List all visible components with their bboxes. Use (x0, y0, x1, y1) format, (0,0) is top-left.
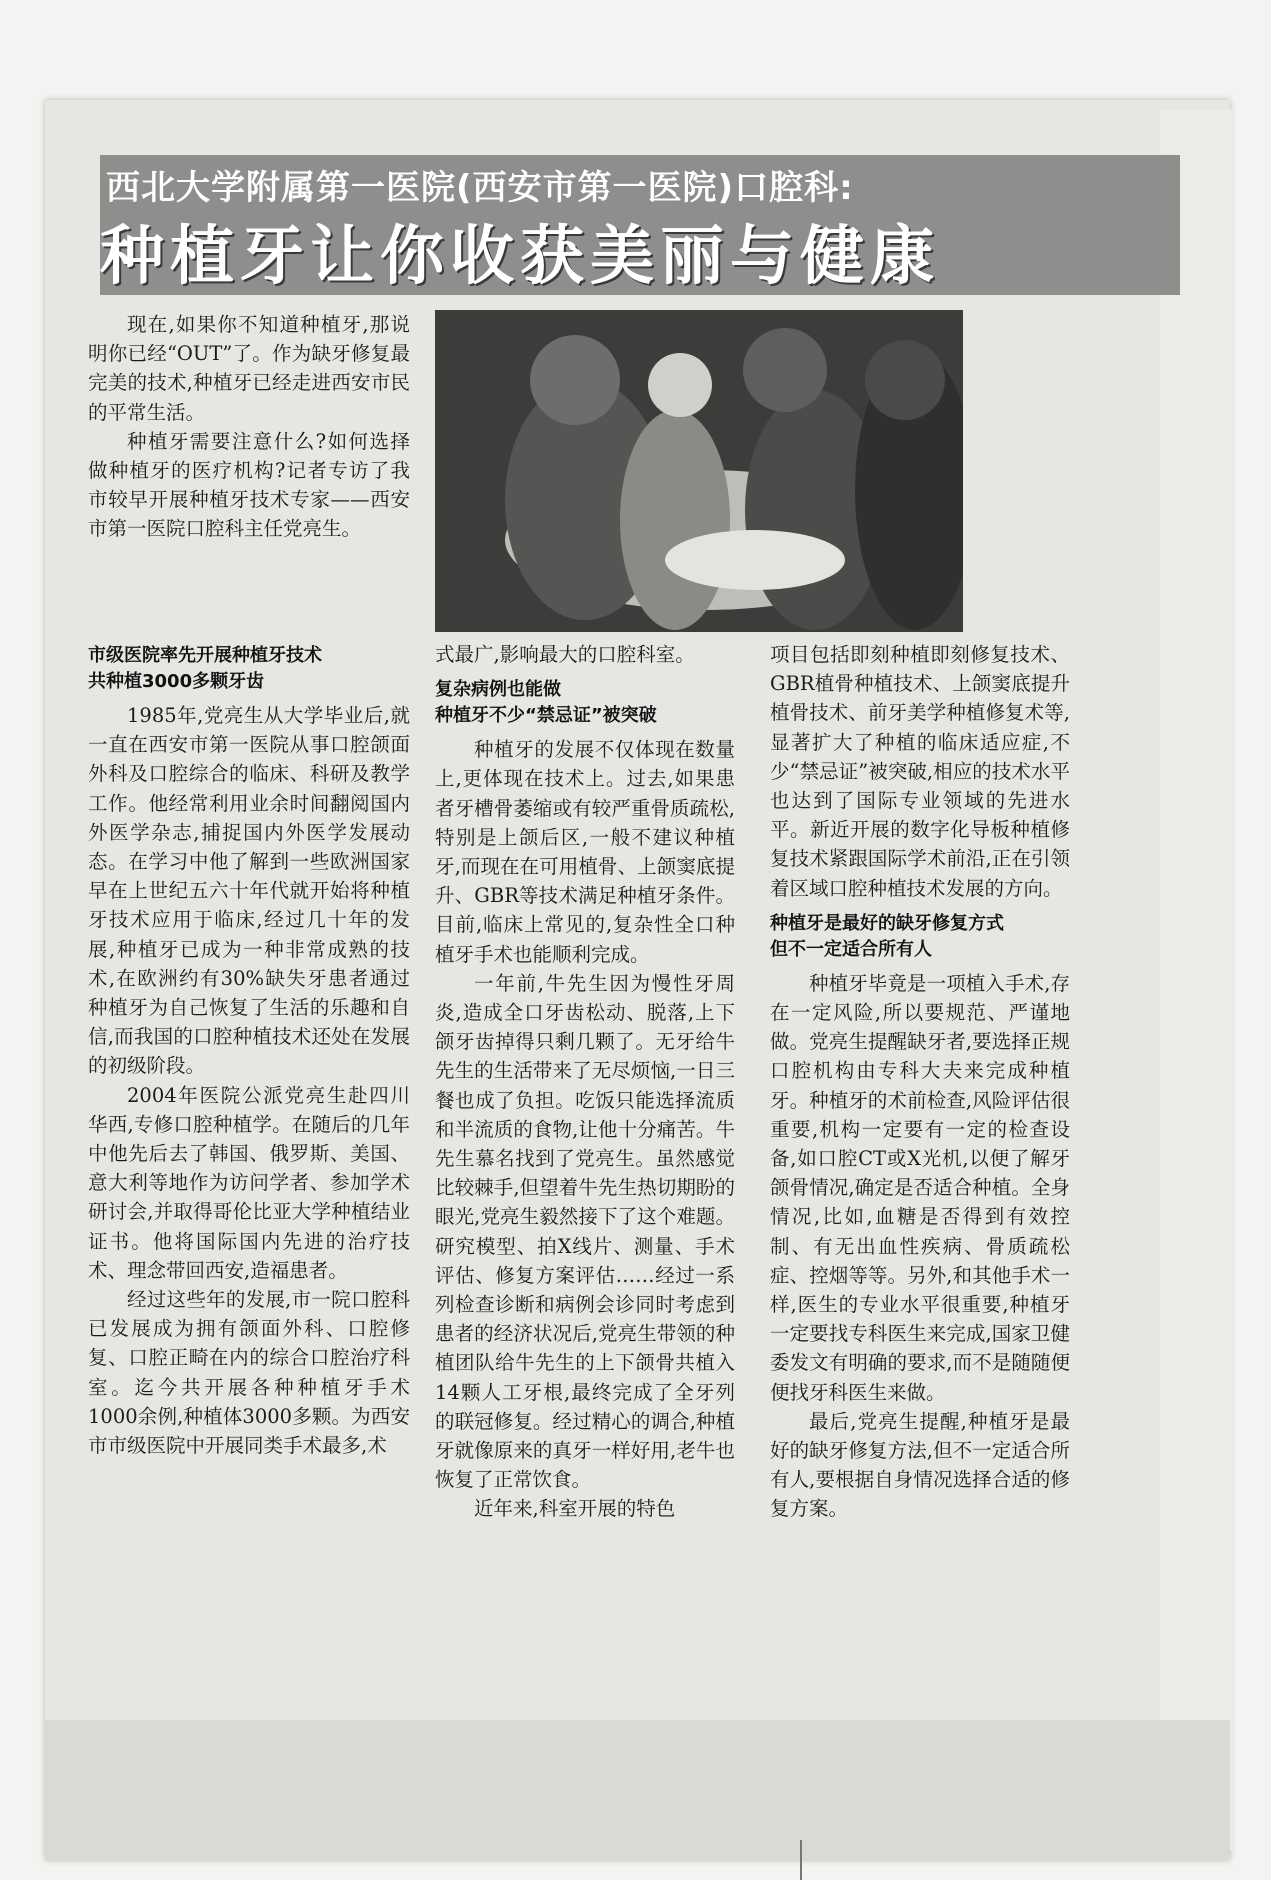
section-1-paragraph-1: 1985年,党亮生从大学毕业后,就一直在西安市第一医院从事口腔颌面外科及口腔综合的临床、科研及教学工作。他经常利用业余时间翻阅国内外医学杂志,捕捉国内外医学发展动态。在学习中他了解到一些欧洲国家早在上世纪五六十年代就开始将种植牙技术应用于临床,经过几十年的发展,种植牙已成为一种非常成熟的技术,在欧洲约有30%缺失牙患者通过种植牙为自己恢复了生活的乐趣和自信,而我国的口腔种植技术还处在发展的初级阶段。 (88, 704, 410, 1078)
section-1-heading (88, 643, 410, 695)
column-2-lead: 式最广,影响最大的口腔科室。 (435, 643, 695, 666)
section-1-heading-line-2: 共种植3000多颗牙齿 (88, 671, 265, 692)
section-1-heading-line-1: 市级医院率先开展种植牙技术 (88, 645, 322, 666)
paper-edge (1160, 110, 1232, 1850)
column-3 (770, 640, 1070, 1524)
article-kicker: 西北大学附属第一医院(西安市第一医院)口腔科: (106, 168, 854, 208)
article-headline: 种植牙让你收获美丽与健康 (100, 220, 940, 294)
section-3-heading-line-2: 但不一定适合所有人 (770, 938, 932, 960)
intro-paragraph-1: 现在,如果你不知道种植牙,那说明你已经“OUT”了。作为缺牙修复最完美的技术,种植牙已经走进西安市民的平常生活。 (88, 313, 410, 424)
section-2-heading-line-1: 复杂病例也能做 (435, 679, 561, 701)
section-3-heading (770, 911, 1070, 963)
section-2-paragraph-3: 近年来,科室开展的特色 (474, 1497, 676, 1521)
section-2-paragraph-1: 种植牙的发展不仅体现在数量上,更体现在技术上。过去,如果患者牙槽骨萎缩或有较严重骨质疏松,特别是上颌后区,一般不建议种植牙,而现在在可用植骨、上颌窦底提升、GBR等技术满足种植牙条件。目前,临床上常见的,复杂性全口种植牙手术也能顺利完成。 (435, 738, 735, 966)
section-3-paragraph-2: 最后,党亮生提醒,种植牙是最好的缺牙修复方法,但不一定适合所有人,要根据自身情况选择合适的修复方案。 (770, 1409, 1070, 1521)
column-2 (435, 640, 735, 1524)
section-2-paragraph-2: 一年前,牛先生因为慢性牙周炎,造成全口牙齿松动、脱落,上下颌牙齿掉得只剩几颗了。无牙给牛先生的生活带来了无尽烦恼,一日三餐也成了负担。吃饭只能选择流质和半流质的食物,让他十分痛苦。牛先生慕名找到了党亮生。虽然感觉比较棘手,但望着牛先生热切期盼的眼光,党亮生毅然接下了这个难题。研究模型、拍X线片、测量、手术评估、修复方案评估……经过一系列检查诊断和病例会诊同时考虑到患者的经济状况后,党亮生带领的种植团队给牛先生的上下颌骨共植入14颗人工牙根,最终完成了全牙列的联冠修复。经过精心的调合,种植牙就像原来的真牙一样好用,老牛也恢复了正常饮食。 (435, 971, 735, 1492)
surgery-photo (435, 310, 963, 632)
section-2-heading (435, 677, 735, 729)
intro-paragraph-2: 种植牙需要注意什么?如何选择做种植牙的医疗机构?记者专访了我市较早开展种植牙技术专家——西安市第一医院口腔科主任党亮生。 (88, 429, 410, 541)
column-3-lead: 项目包括即刻种植即刻修复技术、GBR植骨种植技术、上颌窦底提升植骨技术、前牙美学种植修复术等,显著扩大了种植的临床适应症,不少“禁忌证”被突破,相应的技术水平也达到了国际专业领域的先进水平。新近开展的数字化导板种植修复技术紧跟国际学术前沿,正在引领着区域口腔种植技术发展的方向。 (770, 643, 1070, 900)
fold-mark (800, 1840, 802, 1880)
section-3-paragraph-1: 种植牙毕竟是一项植入手术,存在一定风险,所以要规范、严谨地做。党亮生提醒缺牙者,要选择正规口腔机构由专科大夫来完成种植牙。种植牙的术前检查,风险评估很重要,机构一定要有一定的检查设备,如口腔CT或X光机,以便了解牙颌骨情况,确定是否适合种植。全身情况,比如,血糖是否得到有效控制、有无出血性疾病、骨质疏松症、控烟等等。另外,和其他手术一样,医生的专业水平很重要,种植牙一定要找专科医生来完成,国家卫健委发文有明确的要求,而不是随随便便找牙科医生来做。 (770, 971, 1070, 1404)
column-1-section (88, 635, 410, 1460)
section-2-heading-line-2: 种植牙不少“禁忌证”被突破 (435, 705, 657, 727)
section-1-paragraph-3: 经过这些年的发展,市一院口腔科已发展成为拥有颌面外科、口腔修复、口腔正畸在内的综合口腔治疗科室。迄今共开展各种种植牙手术1000余例,种植体3000多颗。为西安市市级医院中开展同类手术最多,术 (88, 1288, 410, 1458)
column-1-intro (88, 310, 410, 544)
section-3-heading-line-1: 种植牙是最好的缺牙修复方式 (770, 912, 1004, 934)
section-1-paragraph-2: 2004年医院公派党亮生赴四川华西,专修口腔种植学。在随后的几年中他先后去了韩国、俄罗斯、美国、意大利等地作为访问学者、参加学术研讨会,并取得哥伦比亚大学种植结业证书。他将国际国内先进的治疗技术、理念带回西安,造福患者。 (88, 1083, 410, 1282)
bottom-shaded-area (45, 1720, 1230, 1860)
